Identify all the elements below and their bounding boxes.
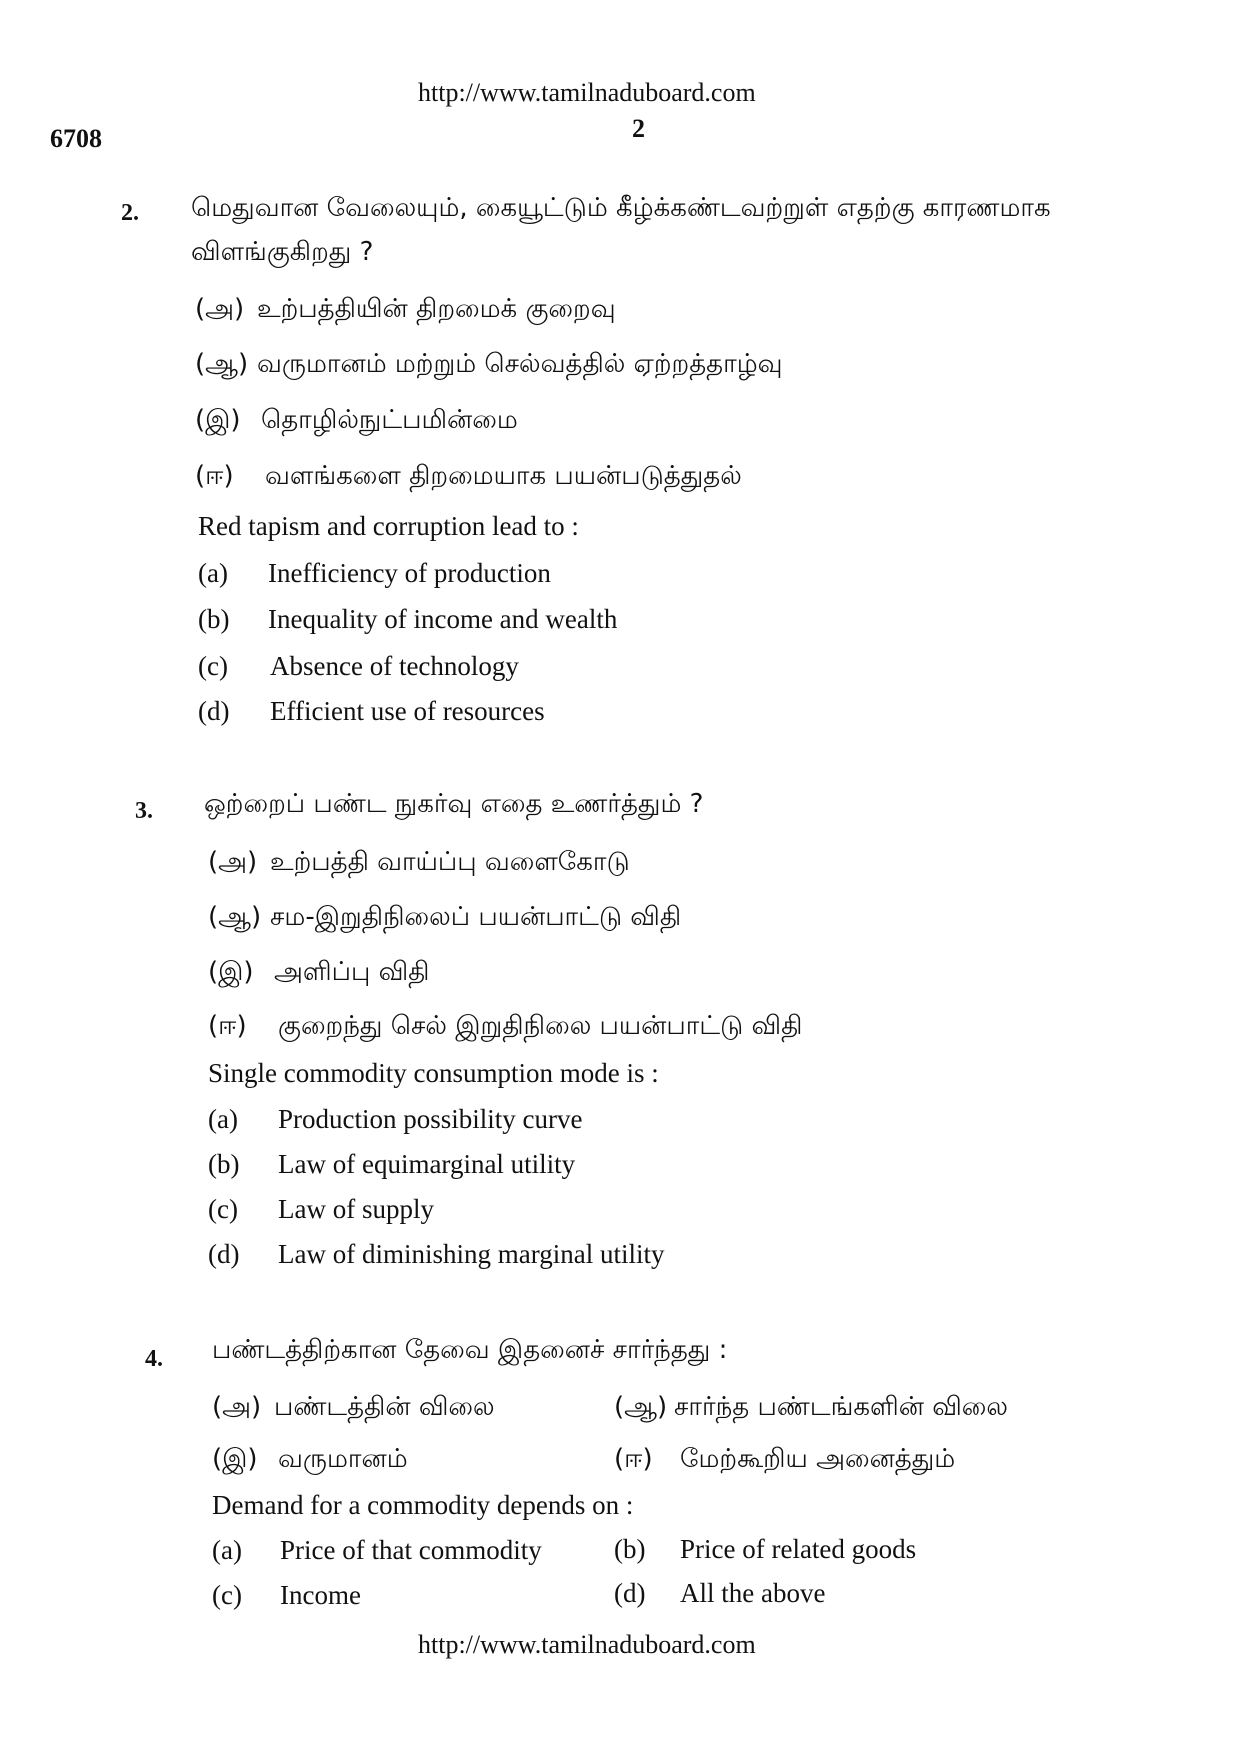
q2-number: 2. [121, 200, 139, 226]
q2-english-option-c [198, 651, 519, 682]
option-label: (இ) [208, 957, 254, 987]
option-text: சம-இறுதிநிலைப் பயன்பாட்டு விதி [270, 902, 682, 932]
q3-tamil-option-c [208, 957, 429, 990]
option-label: (ஆ) [208, 902, 262, 932]
option-label: (ஈ) [195, 461, 234, 491]
page-number: 2 [632, 114, 645, 143]
option-label: (a) [212, 1535, 242, 1565]
option-label: (b) [208, 1149, 240, 1179]
q4-tamil-option-c [212, 1444, 408, 1477]
q2-tamil-option-c [195, 405, 518, 438]
q2-english-option-a [198, 558, 551, 589]
option-label: (d) [614, 1578, 646, 1608]
q3-number: 3. [135, 798, 153, 824]
q3-english-option-c [208, 1194, 434, 1225]
option-label: (c) [198, 651, 228, 681]
option-label: (b) [614, 1534, 646, 1564]
option-text: உற்பத்தியின் திறமைக் குறைவு [257, 294, 616, 324]
option-label: (இ) [212, 1444, 258, 1474]
q3-english-option-b [208, 1149, 575, 1180]
q4-tamil-option-d [614, 1444, 955, 1477]
q3-tamil-question: ஒற்றைப் பண்ட நுகர்வு எதை உணர்த்தும் ? [204, 789, 704, 819]
option-label: (அ) [212, 1392, 262, 1422]
option-label: (c) [208, 1194, 238, 1224]
q2-tamil-option-d [195, 461, 742, 494]
option-label: (b) [198, 604, 230, 634]
option-text: உற்பத்தி வாய்ப்பு வளைகோடு [270, 847, 630, 877]
q3-tamil-option-a [208, 847, 630, 880]
footer-url: http://www.tamilnaduboard.com [418, 1630, 756, 1659]
header-url: http://www.tamilnaduboard.com [418, 78, 756, 107]
q3-english-question: Single commodity consumption mode is : [208, 1058, 659, 1088]
q2-tamil-option-a [195, 294, 616, 327]
option-text: All the above [680, 1578, 826, 1608]
q2-tamil-question-line2: விளங்குகிறது ? [191, 237, 374, 267]
q2-english-option-b [198, 604, 617, 635]
paper-code: 6708 [50, 124, 102, 153]
q2-tamil-option-b [195, 349, 783, 382]
option-label: (அ) [195, 294, 245, 324]
option-text: Inefficiency of production [268, 558, 551, 588]
option-label: (a) [208, 1104, 238, 1134]
q4-number: 4. [145, 1346, 163, 1372]
q4-english-option-a [212, 1535, 542, 1566]
option-label: (d) [208, 1239, 240, 1269]
option-label: (இ) [195, 405, 241, 435]
option-text: Inequality of income and wealth [268, 604, 618, 634]
q4-english-option-d [614, 1578, 825, 1609]
q3-english-option-d [208, 1239, 664, 1270]
option-text: வருமானம் மற்றும் செல்வத்தில் ஏற்றத்தாழ்வு [257, 349, 783, 379]
option-label: (d) [198, 696, 230, 726]
option-text: Law of supply [278, 1194, 434, 1224]
option-text: Law of equimarginal utility [278, 1149, 576, 1179]
q4-english-question: Demand for a commodity depends on : [212, 1490, 634, 1520]
q2-tamil-question-line1: மெதுவான வேலையும், கையூட்டும் கீழ்க்கண்டவற்றுள் எதற்கு காரணமாக [191, 193, 1051, 223]
option-text: மேற்கூறிய அனைத்தும் [680, 1444, 956, 1474]
q2-english-question: Red tapism and corruption lead to : [198, 511, 579, 541]
q4-tamil-question: பண்டத்திற்கான தேவை இதனைச் சார்ந்தது : [212, 1335, 728, 1365]
option-label: (ஆ) [614, 1392, 668, 1422]
option-label: (a) [198, 558, 228, 588]
q4-tamil-option-a [212, 1392, 495, 1425]
option-label: (c) [212, 1580, 242, 1610]
option-text: Law of diminishing marginal utility [278, 1239, 665, 1269]
option-text: அளிப்பு விதி [274, 957, 430, 987]
q4-english-option-c [212, 1580, 361, 1611]
option-text: Price of related goods [680, 1534, 917, 1564]
q4-tamil-option-b [614, 1392, 1008, 1425]
option-text: Price of that commodity [280, 1535, 542, 1565]
option-text: Efficient use of resources [270, 696, 545, 726]
option-text: தொழில்நுட்பமின்மை [261, 405, 518, 435]
option-label: (ஆ) [195, 349, 249, 379]
q4-english-option-b [614, 1534, 916, 1565]
option-label: (ஈ) [208, 1011, 247, 1041]
q2-english-option-d [198, 696, 545, 727]
q3-tamil-option-d [208, 1011, 802, 1044]
option-text: சார்ந்த பண்டங்களின் விலை [674, 1392, 1008, 1422]
option-text: Income [280, 1580, 361, 1610]
q3-tamil-option-b [208, 902, 681, 935]
q3-english-option-a [208, 1104, 582, 1135]
option-text: குறைந்து செல் இறுதிநிலை பயன்பாட்டு விதி [278, 1011, 803, 1041]
option-text: Production possibility curve [278, 1104, 583, 1134]
option-text: வளங்களை திறமையாக பயன்படுத்துதல் [265, 461, 742, 491]
option-label: (ஈ) [614, 1444, 653, 1474]
option-text: Absence of technology [270, 651, 519, 681]
option-text: வருமானம் [278, 1444, 408, 1474]
option-text: பண்டத்தின் விலை [274, 1392, 495, 1422]
option-label: (அ) [208, 847, 258, 877]
